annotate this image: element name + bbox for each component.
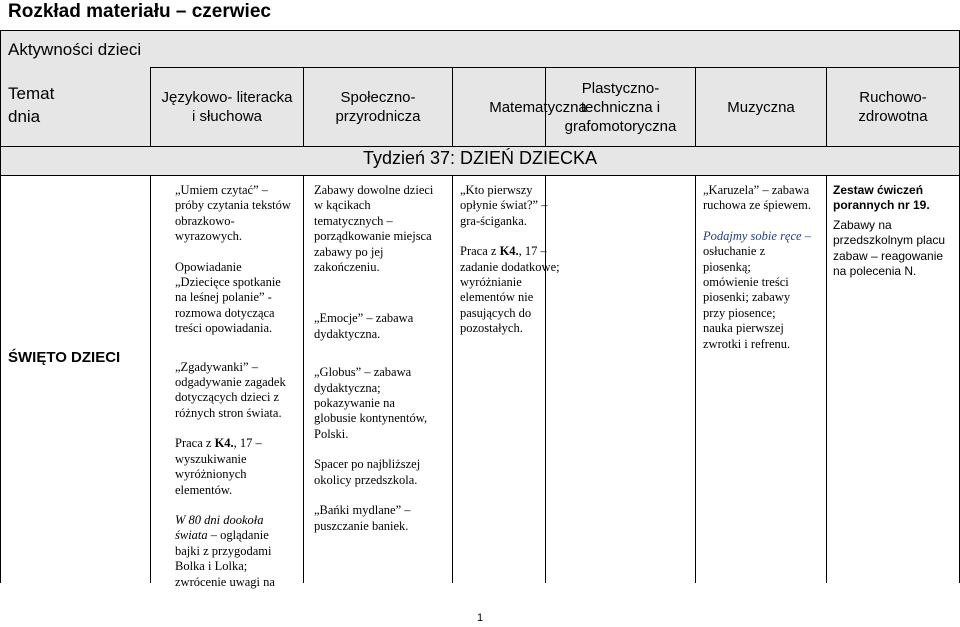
text-line: puszczanie baniek. bbox=[314, 518, 409, 533]
text-line: treści opowiadania. bbox=[175, 321, 273, 336]
activity-paragraph bbox=[175, 260, 300, 337]
text-line: próby czytania tekstów bbox=[175, 198, 291, 213]
text-line: zwrócenie uwagi na bbox=[175, 574, 275, 589]
grid-line bbox=[0, 30, 1, 583]
activity-paragraph bbox=[314, 457, 452, 488]
text-span: Praca z bbox=[460, 244, 500, 259]
day-title: ŚWIĘTO DZIECI bbox=[8, 349, 121, 366]
text-line: omówienie treści bbox=[703, 275, 789, 290]
text-line: nauka pierwszej bbox=[703, 321, 784, 336]
text-line: osłuchanie z bbox=[703, 244, 766, 259]
text-line: obrazkowo- bbox=[175, 213, 235, 228]
text-line: dydaktyczna. bbox=[314, 326, 381, 341]
activity-paragraph bbox=[833, 218, 958, 280]
column-header-line: grafomotoryczna bbox=[564, 117, 677, 135]
topic-header-line: dnia bbox=[8, 107, 41, 126]
column-header-language bbox=[151, 68, 303, 146]
text-line: w kącikach bbox=[314, 198, 371, 213]
activity-paragraph bbox=[314, 183, 452, 275]
grid-line bbox=[150, 175, 151, 583]
grid-line bbox=[0, 175, 960, 176]
topic-header-line: Temat bbox=[8, 84, 55, 103]
text-line: okolicy przedszkola. bbox=[314, 472, 418, 487]
activity-paragraph bbox=[175, 513, 300, 590]
text-span: , 17 – bbox=[233, 436, 262, 451]
text-line bbox=[175, 513, 300, 528]
activity-paragraph bbox=[314, 365, 452, 442]
text-line: globusie kontynentów, bbox=[314, 411, 428, 426]
social-activities bbox=[314, 183, 452, 534]
activity-paragraph bbox=[703, 183, 825, 214]
grid-line bbox=[695, 175, 696, 583]
text-line: zakończeniu. bbox=[314, 260, 380, 275]
activity-paragraph bbox=[175, 436, 300, 498]
column-header-line: zdrowotna bbox=[858, 108, 928, 125]
text-line: „Kto pierwszy bbox=[460, 183, 533, 197]
column-header-line: Ruchowo- bbox=[859, 89, 927, 106]
column-header-line: przyrodnicza bbox=[335, 108, 421, 125]
page-title: Rozkład materiału – czerwiec bbox=[8, 1, 271, 22]
grid-line bbox=[0, 30, 960, 31]
text-line: rozmowa dotycząca bbox=[175, 305, 275, 320]
text-line: różnych stron świata. bbox=[175, 405, 282, 420]
text-line: Zabawy dowolne dzieci bbox=[314, 183, 434, 197]
text-line bbox=[703, 229, 825, 244]
text-line: „Globus” – zabawa bbox=[314, 365, 412, 380]
page-number: 1 bbox=[476, 612, 484, 624]
text-line: wyróżnionych bbox=[175, 467, 247, 482]
movement-activities bbox=[833, 183, 958, 279]
activity-paragraph bbox=[460, 244, 600, 336]
text-line: Opowiadanie bbox=[175, 259, 242, 274]
text-line: odgadywanie zagadek bbox=[175, 375, 286, 390]
text-line: Polski. bbox=[314, 426, 349, 441]
column-header-line: Plastyczno- bbox=[581, 79, 660, 97]
text-line: na polecenia N. bbox=[833, 264, 917, 279]
column-header-social bbox=[304, 68, 452, 146]
column-header-line: Muzyczna bbox=[727, 98, 795, 116]
text-line: ruchowa ze śpiewem. bbox=[703, 198, 811, 213]
text-line: elementów. bbox=[175, 482, 233, 497]
math-activities bbox=[460, 183, 600, 337]
text-line: pozostałych. bbox=[460, 321, 523, 336]
column-header-music bbox=[696, 68, 826, 146]
grid-line bbox=[826, 175, 827, 583]
text-line: „Bańki mydlane” – bbox=[314, 503, 411, 518]
text-span: K4. bbox=[499, 244, 519, 259]
column-header-line: Językowo- literacka bbox=[161, 89, 293, 106]
text-line: piosenki; zabawy bbox=[703, 290, 791, 305]
grid-line bbox=[452, 175, 453, 583]
text-line: przedszkolnym placu bbox=[833, 233, 946, 248]
text-line: „Emocje” – zabawa bbox=[314, 311, 414, 326]
text-line bbox=[175, 528, 300, 543]
text-line: pokazywanie na bbox=[314, 396, 395, 411]
text-line: Zabawy na bbox=[833, 217, 892, 232]
text-line: „Umiem czytać” – bbox=[175, 183, 269, 197]
text-line: porządkowanie miejsca bbox=[314, 229, 432, 244]
activity-paragraph bbox=[460, 183, 600, 229]
column-header-art bbox=[546, 68, 695, 146]
column-header-line: i słuchowa bbox=[191, 108, 263, 125]
activities-header bbox=[0, 34, 150, 64]
column-header-line: Matematyczna bbox=[489, 98, 587, 116]
text-line: na leśnej polanie” - bbox=[175, 290, 272, 305]
text-span: W 80 dni dookoła bbox=[175, 512, 264, 527]
column-header-movement bbox=[827, 68, 959, 146]
text-line: opłynie świat?” – bbox=[460, 198, 548, 213]
topic-header bbox=[8, 82, 148, 128]
text-line: porannych nr 19. bbox=[833, 198, 930, 213]
week-title: Tydzień 37: DZIEŃ DZIECKA bbox=[362, 148, 598, 168]
text-span: Podajmy sobie ręce bbox=[703, 228, 802, 243]
activity-paragraph bbox=[314, 311, 452, 342]
text-line: elementów nie bbox=[460, 290, 534, 305]
activity-paragraph bbox=[703, 229, 825, 352]
text-line: zwrotki i refrenu. bbox=[703, 336, 791, 351]
text-line: dydaktyczna; bbox=[314, 380, 381, 395]
text-line: „Karuzela” – zabawa bbox=[703, 183, 810, 197]
text-line: Spacer po najbliższej bbox=[314, 457, 421, 472]
text-span: świata bbox=[175, 528, 208, 543]
text-line: przy piosence; bbox=[703, 305, 776, 320]
text-line bbox=[460, 244, 600, 259]
text-line: Zestaw ćwiczeń bbox=[833, 183, 924, 197]
language-activities bbox=[175, 183, 300, 590]
activity-paragraph bbox=[314, 503, 452, 534]
text-line: zabawy po jej bbox=[314, 244, 384, 259]
column-header-line: Społeczno- bbox=[340, 89, 416, 106]
text-span: Praca z bbox=[175, 436, 215, 451]
text-line: wyszukiwanie bbox=[175, 451, 247, 466]
text-line bbox=[175, 436, 300, 451]
text-line: „Zgadywanki” – bbox=[175, 359, 258, 374]
text-line: piosenką; bbox=[703, 259, 751, 274]
text-line: wyrazowych. bbox=[175, 229, 242, 244]
activity-paragraph bbox=[833, 183, 958, 214]
text-line: Bolka i Lolka; bbox=[175, 559, 248, 574]
text-span: K4. bbox=[214, 436, 234, 451]
column-header-line: techniczna i bbox=[580, 98, 661, 116]
text-line: zabaw – reagowanie bbox=[833, 248, 944, 263]
activity-paragraph bbox=[175, 360, 300, 422]
text-line: wyróżnianie bbox=[460, 275, 522, 290]
text-line: pasujących do bbox=[460, 305, 532, 320]
activity-paragraph bbox=[175, 183, 300, 245]
music-activities bbox=[703, 183, 825, 352]
text-span: – oglądanie bbox=[207, 528, 269, 543]
text-line: bajki z przygodami bbox=[175, 543, 272, 558]
text-span: , 17 – bbox=[518, 244, 547, 259]
text-span: – bbox=[801, 228, 811, 243]
text-line: tematycznych – bbox=[314, 213, 393, 228]
text-line: gra-ściganka. bbox=[460, 213, 527, 228]
activities-header-label: Aktywności dzieci bbox=[8, 39, 142, 59]
text-line: dotyczących dzieci z bbox=[175, 390, 280, 405]
text-line: zadanie dodatkowe; bbox=[460, 259, 560, 274]
text-line: „Dziecięce spotkanie bbox=[175, 275, 281, 290]
grid-line bbox=[303, 175, 304, 583]
